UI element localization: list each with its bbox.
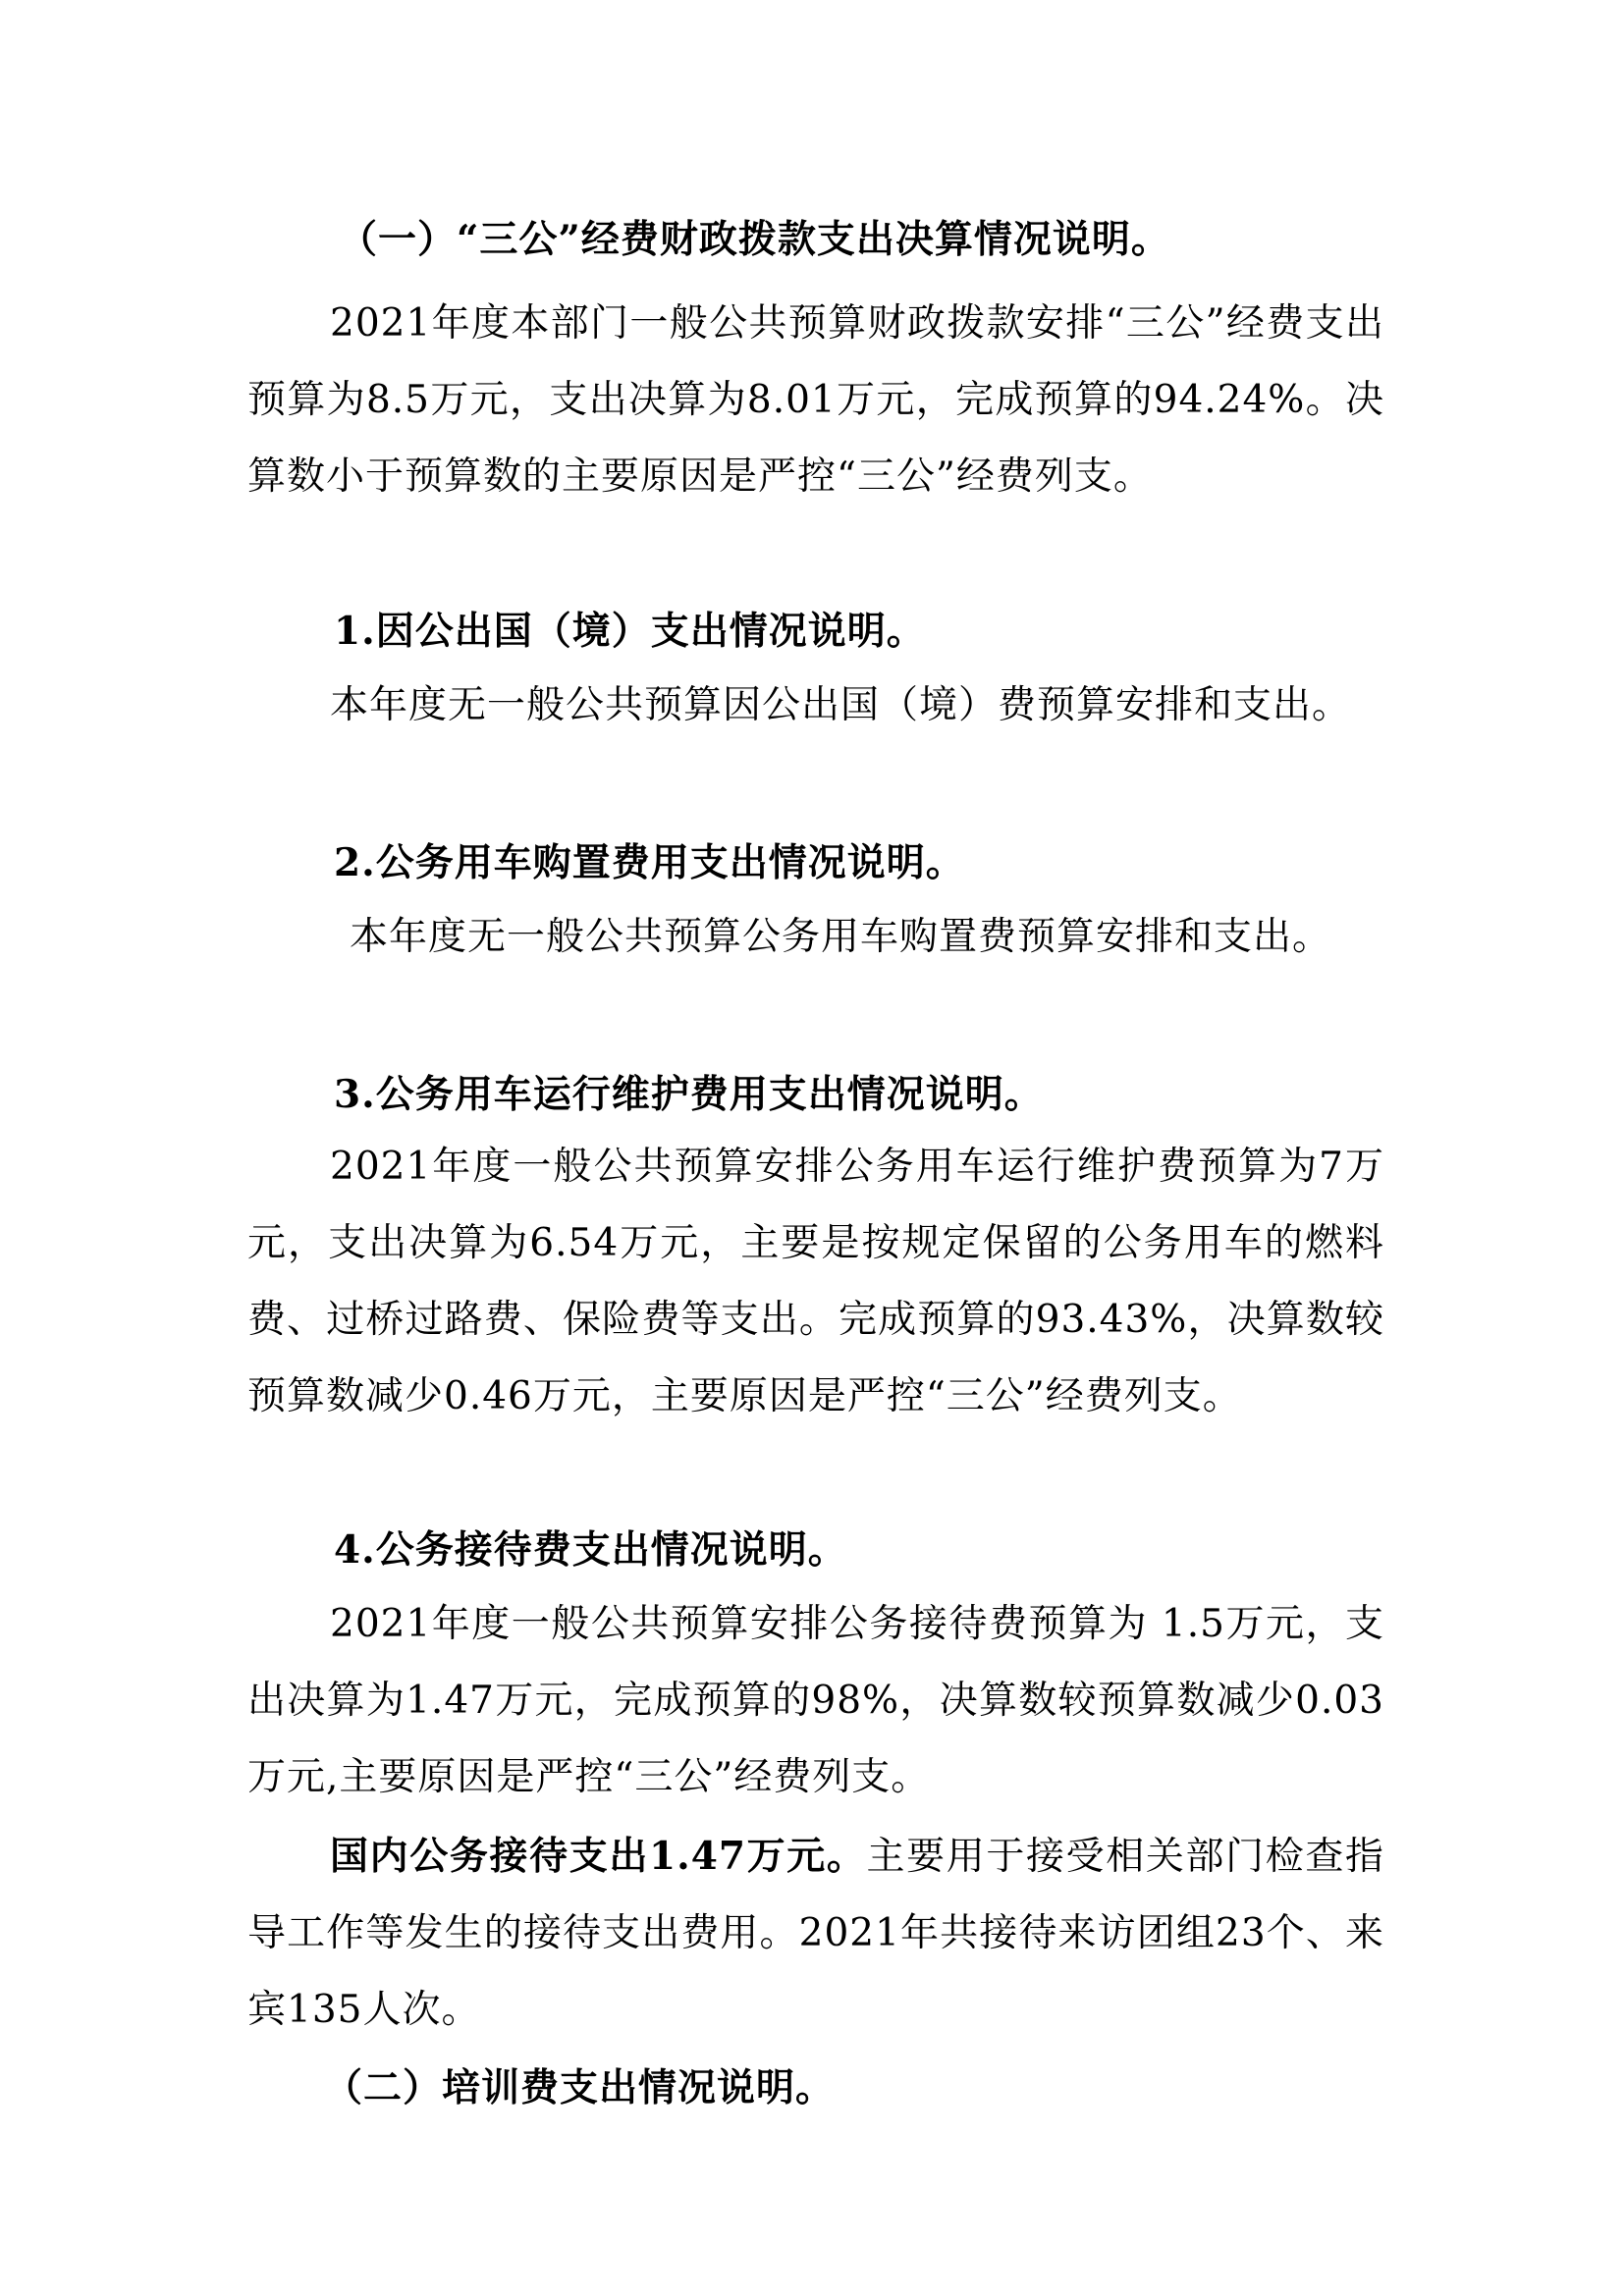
paragraph-three-public-summary: 2021年度本部门一般公共预算财政拨款安排“三公”经费支出预算为8.5万元，支出决算为8.01万元，完成预算的94.24%。决算数小于预算数的主要原因是严控“三公”经费列支。 xyxy=(247,301,1384,499)
section-heading-training-expenses: （二）培训费支出情况说明。 xyxy=(324,2065,836,2110)
item-heading-vehicle-operation: 3.公务用车运行维护费用支出情况说明。 xyxy=(334,1072,1044,1117)
paragraph-official-reception: 2021年度一般公共预算安排公务接待费预算为 1.5万元，支出决算为1.47万元，完成预算的98%，决算数较预算数减少0.03万元,主要原因是严控“三公”经费列支。 xyxy=(247,1602,1384,1799)
section-heading-three-public-expenses: （一）“三公”经费财政拨款支出决算情况说明。 xyxy=(339,217,1170,262)
domestic-reception-lead: 国内公务接待支出1.47万元。 xyxy=(330,1834,867,1879)
domestic-reception-detail: 主要用于接受相关部门检查指导工作等发生的接待支出费用。2021年共接待来访团组23个、来宾135人次。 xyxy=(247,1835,1384,2032)
item-heading-vehicle-purchase: 2.公务用车购置费用支出情况说明。 xyxy=(334,840,965,885)
item-heading-overseas-travel: 1.因公出国（境）支出情况说明。 xyxy=(334,609,926,654)
paragraph-overseas-travel: 本年度无一般公共预算因公出国（境）费预算安排和支出。 xyxy=(330,683,1352,727)
paragraph-domestic-reception xyxy=(247,1818,1384,2049)
item-heading-official-reception: 4.公务接待费支出情况说明。 xyxy=(334,1527,847,1573)
paragraph-vehicle-operation: 2021年度一般公共预算安排公务用车运行维护费预算为7万元，支出决算为6.54万元，主要是按规定保留的公务用车的燃料费、过桥过路费、保险费等支出。完成预算的93.43%，决算数较预算数减少0.46万元，主要原因是严控“三公”经费列支。 xyxy=(247,1145,1384,1418)
paragraph-vehicle-purchase: 本年度无一般公共预算公务用车购置费预算安排和支出。 xyxy=(350,915,1332,959)
